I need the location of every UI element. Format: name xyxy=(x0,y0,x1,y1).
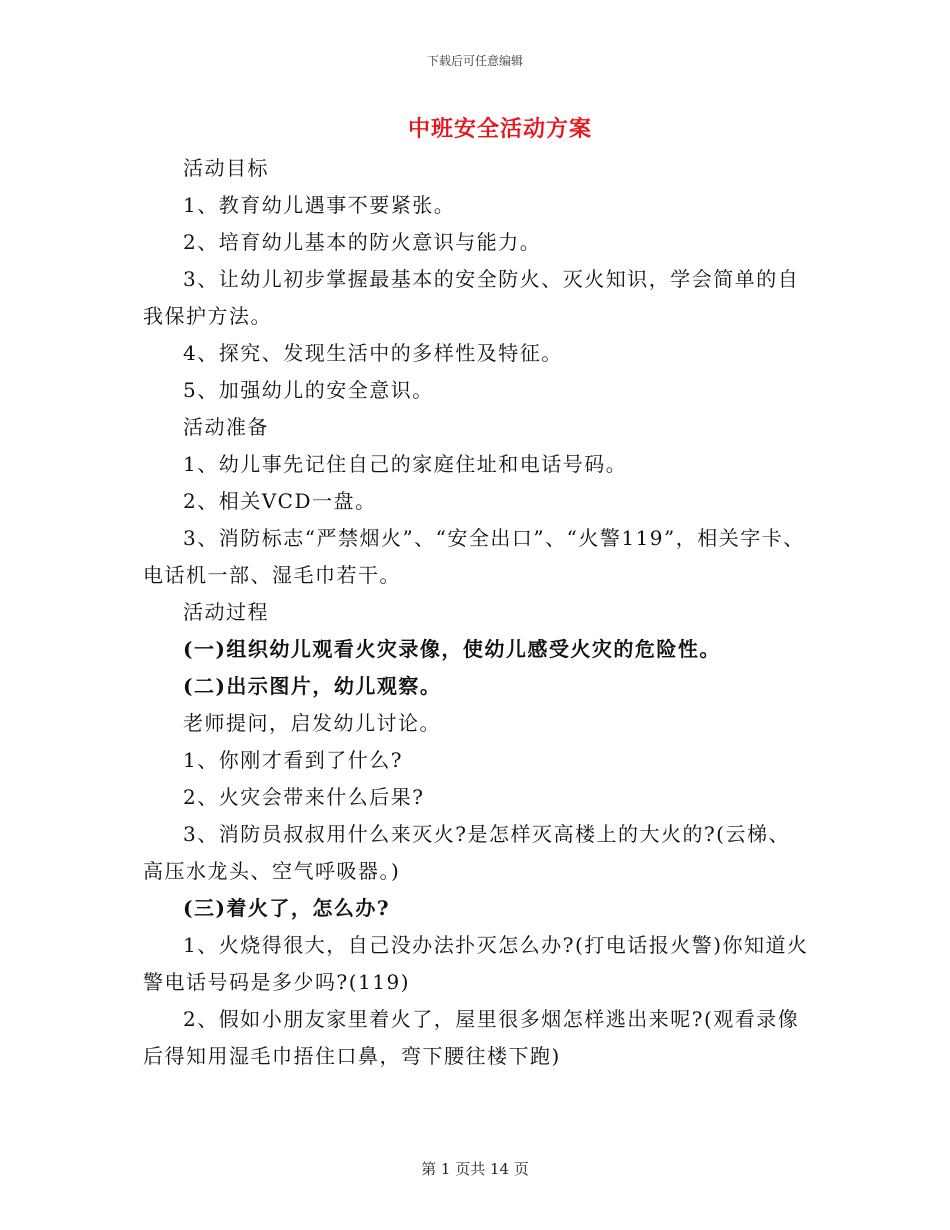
paragraph: 2、相关VCD一盘。 xyxy=(183,489,377,513)
paragraph: 3、消防员叔叔用什么来灭火?是怎样灭高楼上的大火的?(云梯、高压水龙头、空气呼吸器。) xyxy=(143,822,790,883)
paragraph: 3、让幼儿初步掌握最基本的安全防火、灭火知识，学会简单的自我保护方法。 xyxy=(143,267,800,328)
paragraph: 5、加强幼儿的安全意识。 xyxy=(183,378,434,402)
paragraph: 2、培育幼儿基本的防火意识与能力。 xyxy=(183,230,542,254)
paragraph: 1、火烧得很大，自己没办法扑灭怎么办?(打电话报火警)你知道火警电话号码是多少吗?(119) xyxy=(143,933,809,994)
paragraph: 1、你刚才看到了什么? xyxy=(183,748,403,772)
header-note: 下载后可任意编辑 xyxy=(426,54,523,68)
paragraph: 2、假如小朋友家里着火了，屋里很多烟怎样逃出来呢?(观看录像后得知用湿毛巾捂住口鼻，弯下腰往楼下跑) xyxy=(143,1007,800,1068)
paragraph: (三)着火了，怎么办? xyxy=(183,896,391,920)
document-title: 中班安全活动方案 xyxy=(407,116,592,142)
page-footer: 第 1 页共 14 页 xyxy=(421,1160,529,1178)
paragraph: 活动准备 xyxy=(183,415,269,439)
paragraph: 1、幼儿事先记住自己的家庭住址和电话号码。 xyxy=(183,452,628,476)
paragraph: (二)出示图片，幼儿观察。 xyxy=(183,674,442,698)
paragraph: 3、消防标志“严禁烟火”、“安全出口”、“火警119”，相关字卡、电话机一部、湿毛巾若干。 xyxy=(143,526,805,587)
paragraph: (一)组织幼儿观看火灾录像，使幼儿感受火灾的危险性。 xyxy=(183,637,721,661)
document-body xyxy=(143,150,809,1075)
paragraph: 活动过程 xyxy=(183,600,269,624)
paragraph: 活动目标 xyxy=(183,156,269,180)
paragraph: 老师提问，启发幼儿讨论。 xyxy=(183,711,441,735)
paragraph: 4、探究、发现生活中的多样性及特征。 xyxy=(183,341,563,365)
paragraph: 2、火灾会带来什么后果? xyxy=(183,785,425,809)
paragraph: 1、教育幼儿遇事不要紧张。 xyxy=(183,193,456,217)
